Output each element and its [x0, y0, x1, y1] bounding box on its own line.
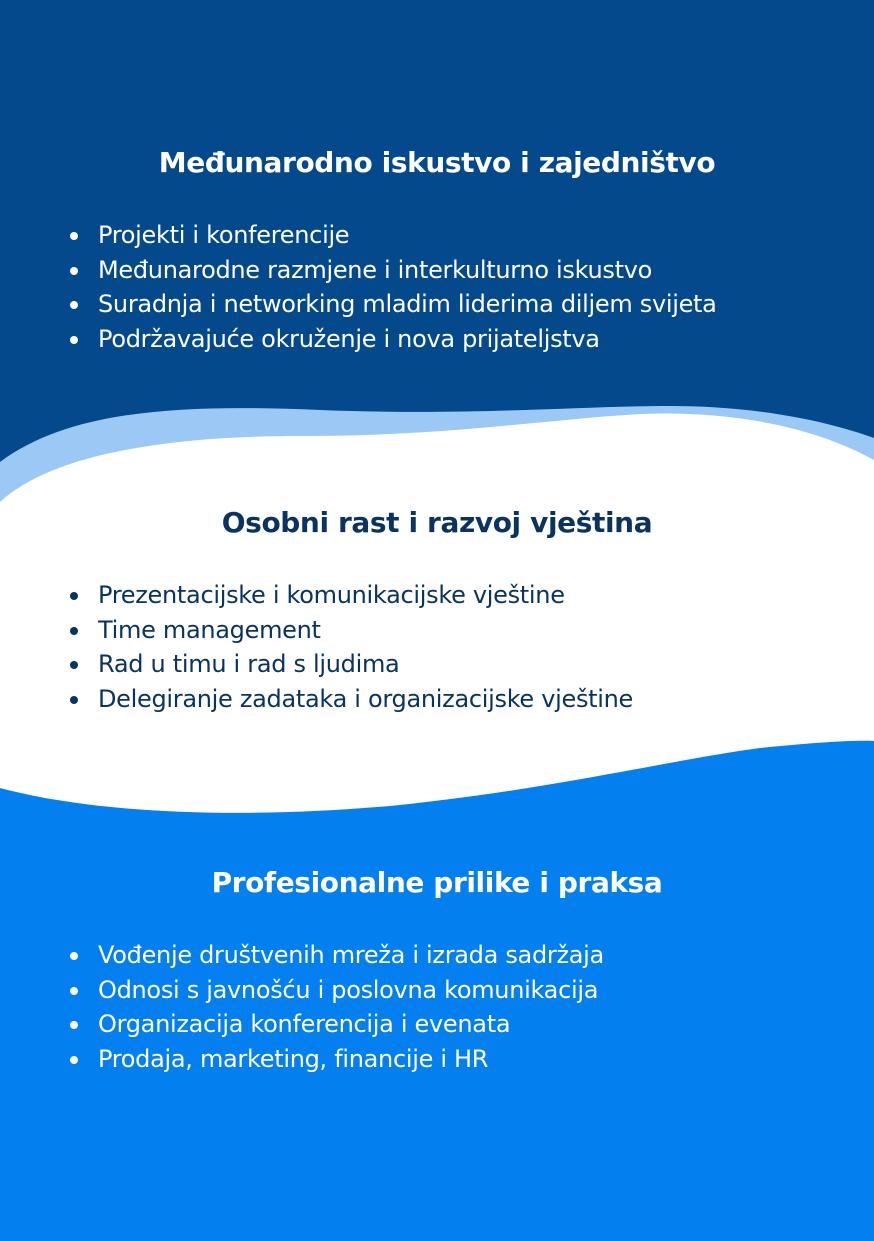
bullet-list — [0, 218, 874, 356]
list-item: Suradnja i networking mladim liderima diljem svijeta — [68, 287, 874, 322]
section-title: Profesionalne prilike i praksa — [211, 866, 663, 899]
list-item: Međunarodne razmjene i interkulturno iskustvo — [68, 253, 874, 288]
bullet-list — [0, 938, 874, 1076]
section-title: Međunarodno iskustvo i zajedništvo — [158, 146, 716, 179]
list-item: Delegiranje zadataka i organizacijske vještine — [68, 682, 874, 717]
list-item: Prodaja, marketing, financije i HR — [68, 1042, 874, 1077]
list-item: Odnosi s javnošću i poslovna komunikacija — [68, 973, 874, 1008]
list-item: Podržavajuće okruženje i nova prijateljstva — [68, 322, 874, 357]
list-item: Vođenje društvenih mreža i izrada sadržaja — [68, 938, 874, 973]
section-personal-growth — [0, 506, 874, 716]
list-item: Time management — [68, 613, 874, 648]
list-item: Rad u timu i rad s ljudima — [68, 647, 874, 682]
section-international-experience — [0, 146, 874, 356]
section-title: Osobni rast i razvoj vještina — [221, 506, 653, 539]
list-item: Projekti i konferencije — [68, 218, 874, 253]
section-professional-opportunities — [0, 866, 874, 1076]
list-item: Prezentacijske i komunikacijske vještine — [68, 578, 874, 613]
bullet-list — [0, 578, 874, 716]
list-item: Organizacija konferencija i evenata — [68, 1007, 874, 1042]
